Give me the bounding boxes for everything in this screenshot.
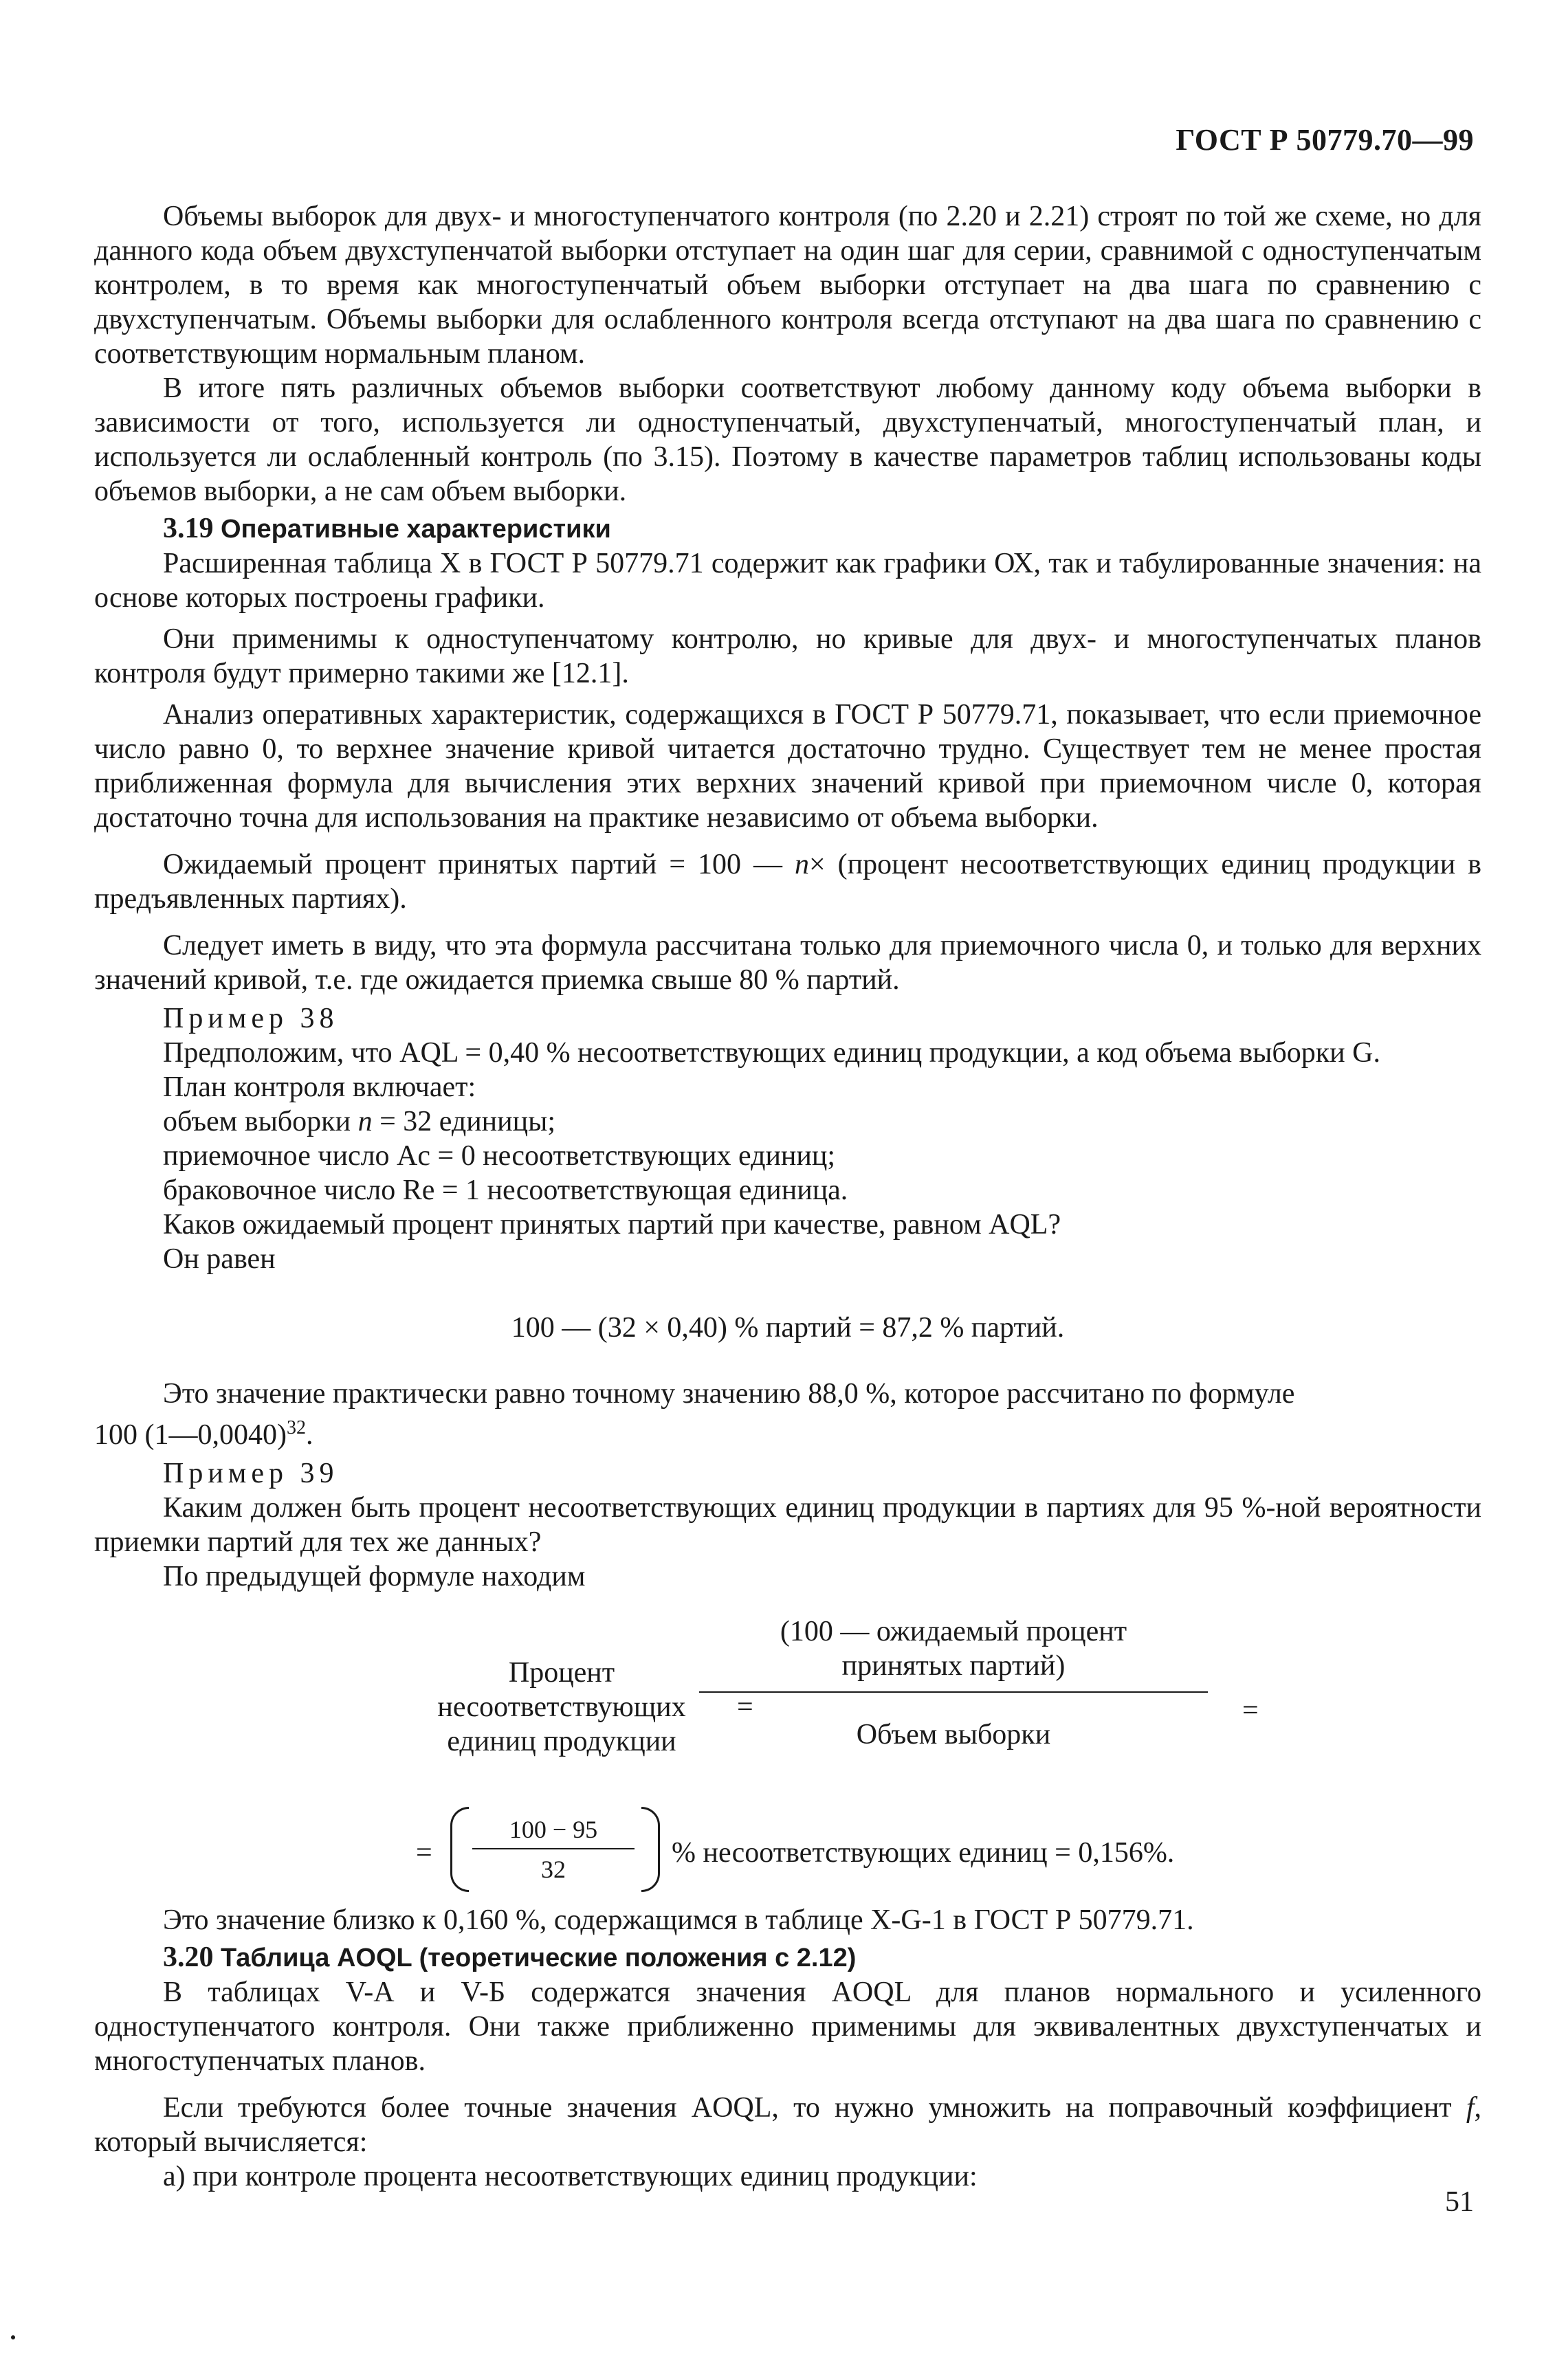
example-label-38: Пример 38 [163, 1003, 339, 1034]
section-heading-3-19 [163, 511, 1481, 546]
answer-intro: Он равен [163, 1243, 276, 1275]
paragraph: Если требуются более точные значения AOQL, то нужно умножить на поправочный коэффициент f, который вычисляется: [94, 2092, 1481, 2158]
paragraph: Это значение практически равно точному значению 88,0 %, которое рассчитано по формуле [163, 1378, 1295, 1410]
equals-sign: = [416, 1837, 432, 1869]
paragraph: В итоге пять различных объемов выборки соответствуют любому данному коду объема выборки в зависимости от того, используется ли одноступенчатый, двухступенчатый, многоступенчатый план, и используется ли ослабленный контроль (по 3.15). Поэтому в качестве параметров таблиц использованы коды объемов выборки, а не сам объем выборки. [94, 372, 1481, 507]
section-number: 3.20 [163, 1942, 214, 1973]
example-label-39: Пример 39 [163, 1458, 339, 1489]
page-number: 51 [1445, 2186, 1474, 2218]
standard-header: ГОСТ Р 50779.70—99 [1176, 123, 1474, 157]
plan-item: приемочное число Ac = 0 несоответствующих единиц; [163, 1140, 836, 1172]
scan-dot [11, 2335, 15, 2339]
fraction-bar [699, 1691, 1208, 1693]
question: Каков ожидаемый процент принятых партий при качестве, равном AQL? [163, 1209, 1061, 1241]
fraction-denominator: Объем выборки [856, 1719, 1051, 1750]
paragraph: Каким должен быть процент несоответствующих единиц продукции в партиях для 95 %-ной вероятности приемки партий для тех же данных? [94, 1492, 1481, 1558]
section-title: Оперативные характеристики [221, 515, 611, 544]
fraction-formula [94, 1614, 1481, 1786]
plan-item: браковочное число Re = 1 несоответствующая единица. [163, 1175, 848, 1206]
section-title: Таблица AOQL (теоретические положения с 2.12) [221, 1944, 857, 1972]
paragraph: Расширенная таблица X в ГОСТ Р 50779.71 содержит как графики ОХ, так и табулированные значения: на основе которых построены графики. [94, 548, 1481, 614]
paragraph: Анализ оперативных характеристик, содержащихся в ГОСТ Р 50779.71, показывает, что если приемочное число равно 0, то верхнее значение кривой читается достаточно трудно. Существует тем не менее простая приближенная формула для вычисления этих верхних значений кривой при приемочном числе 0, которая достаточно точна для использования на практике независимо от объема выборки. [94, 699, 1481, 834]
formula-1: 100 — (32 × 0,40) % партий = 87,2 % партий. [511, 1312, 1065, 1344]
fraction-bar [472, 1848, 635, 1849]
formula-inline: 100 (1—0,0040)$^{32}$. [94, 1417, 313, 1451]
section-number: 3.19 [163, 513, 214, 544]
paragraph: В таблицах V-А и V-Б содержатся значения AOQL для планов нормального и усиленного одноступенчатого контроля. Они также приближенно применимы для эквивалентных двухступенчатых и многоступенчатых планов. [94, 1977, 1481, 2077]
equals-sign: = [1242, 1695, 1259, 1726]
fraction-numerator: 100 − 95 [509, 1816, 598, 1843]
fraction-numerator: (100 — ожидаемый процент принятых партий) [780, 1616, 1127, 1682]
paragraph: Предположим, что AQL = 0,40 % несоответствующих единиц продукции, а код объема выборки G. [163, 1037, 1380, 1069]
paragraph: По предыдущей формуле находим [163, 1561, 586, 1592]
paragraph: Ожидаемый процент принятых партий = 100 — n× (процент несоответствующих единиц продукции в предъявленных партиях). [94, 849, 1481, 915]
right-paren [641, 1807, 660, 1892]
list-item: а) при контроле процента несоответствующих единиц продукции: [163, 2161, 978, 2192]
plan-item: объем выборки n = 32 единицы; [163, 1106, 555, 1137]
paragraph: Это значение близко к 0,160 %, содержащимся в таблице X-G-1 в ГОСТ Р 50779.71. [163, 1904, 1194, 1936]
paragraph: Объемы выборок для двух- и многоступенчатого контроля (по 2.20 и 2.21) строят по той же схеме, но для данного кода объем двухступенчатой выборки отступает на один шаг для серии, сравнимой с одноступенчатым контролем, в то время как многоступенчатый объем выборки отступает на два шага по сравнению с двухступенчатым. Объемы выборки для ослабленного контроля всегда отступают на два шага по сравнению с соответствующим нормальным планом. [94, 201, 1481, 370]
formula-label: Процент несоответствующих единиц продукции [437, 1657, 686, 1757]
fraction-formula-2 [94, 1807, 1481, 1903]
equals-sign: = [737, 1691, 753, 1723]
paragraph: Следует иметь в виду, что эта формула рассчитана только для приемочного числа 0, и только для верхних значений кривой, т.е. где ожидается приемка свыше 80 % партий. [94, 930, 1481, 996]
section-heading-3-20 [163, 1940, 1481, 1975]
formula-result: % несоответствующих единиц = 0,156%. [672, 1837, 1175, 1869]
fraction-denominator: 32 [541, 1856, 566, 1883]
document-body [94, 199, 1481, 2194]
plan-intro: План контроля включает: [163, 1071, 476, 1103]
paragraph: Они применимы к одноступенчатому контролю, но кривые для двух- и многоступенчатых планов контроля будут примерно такими же [12.1]. [94, 623, 1481, 689]
